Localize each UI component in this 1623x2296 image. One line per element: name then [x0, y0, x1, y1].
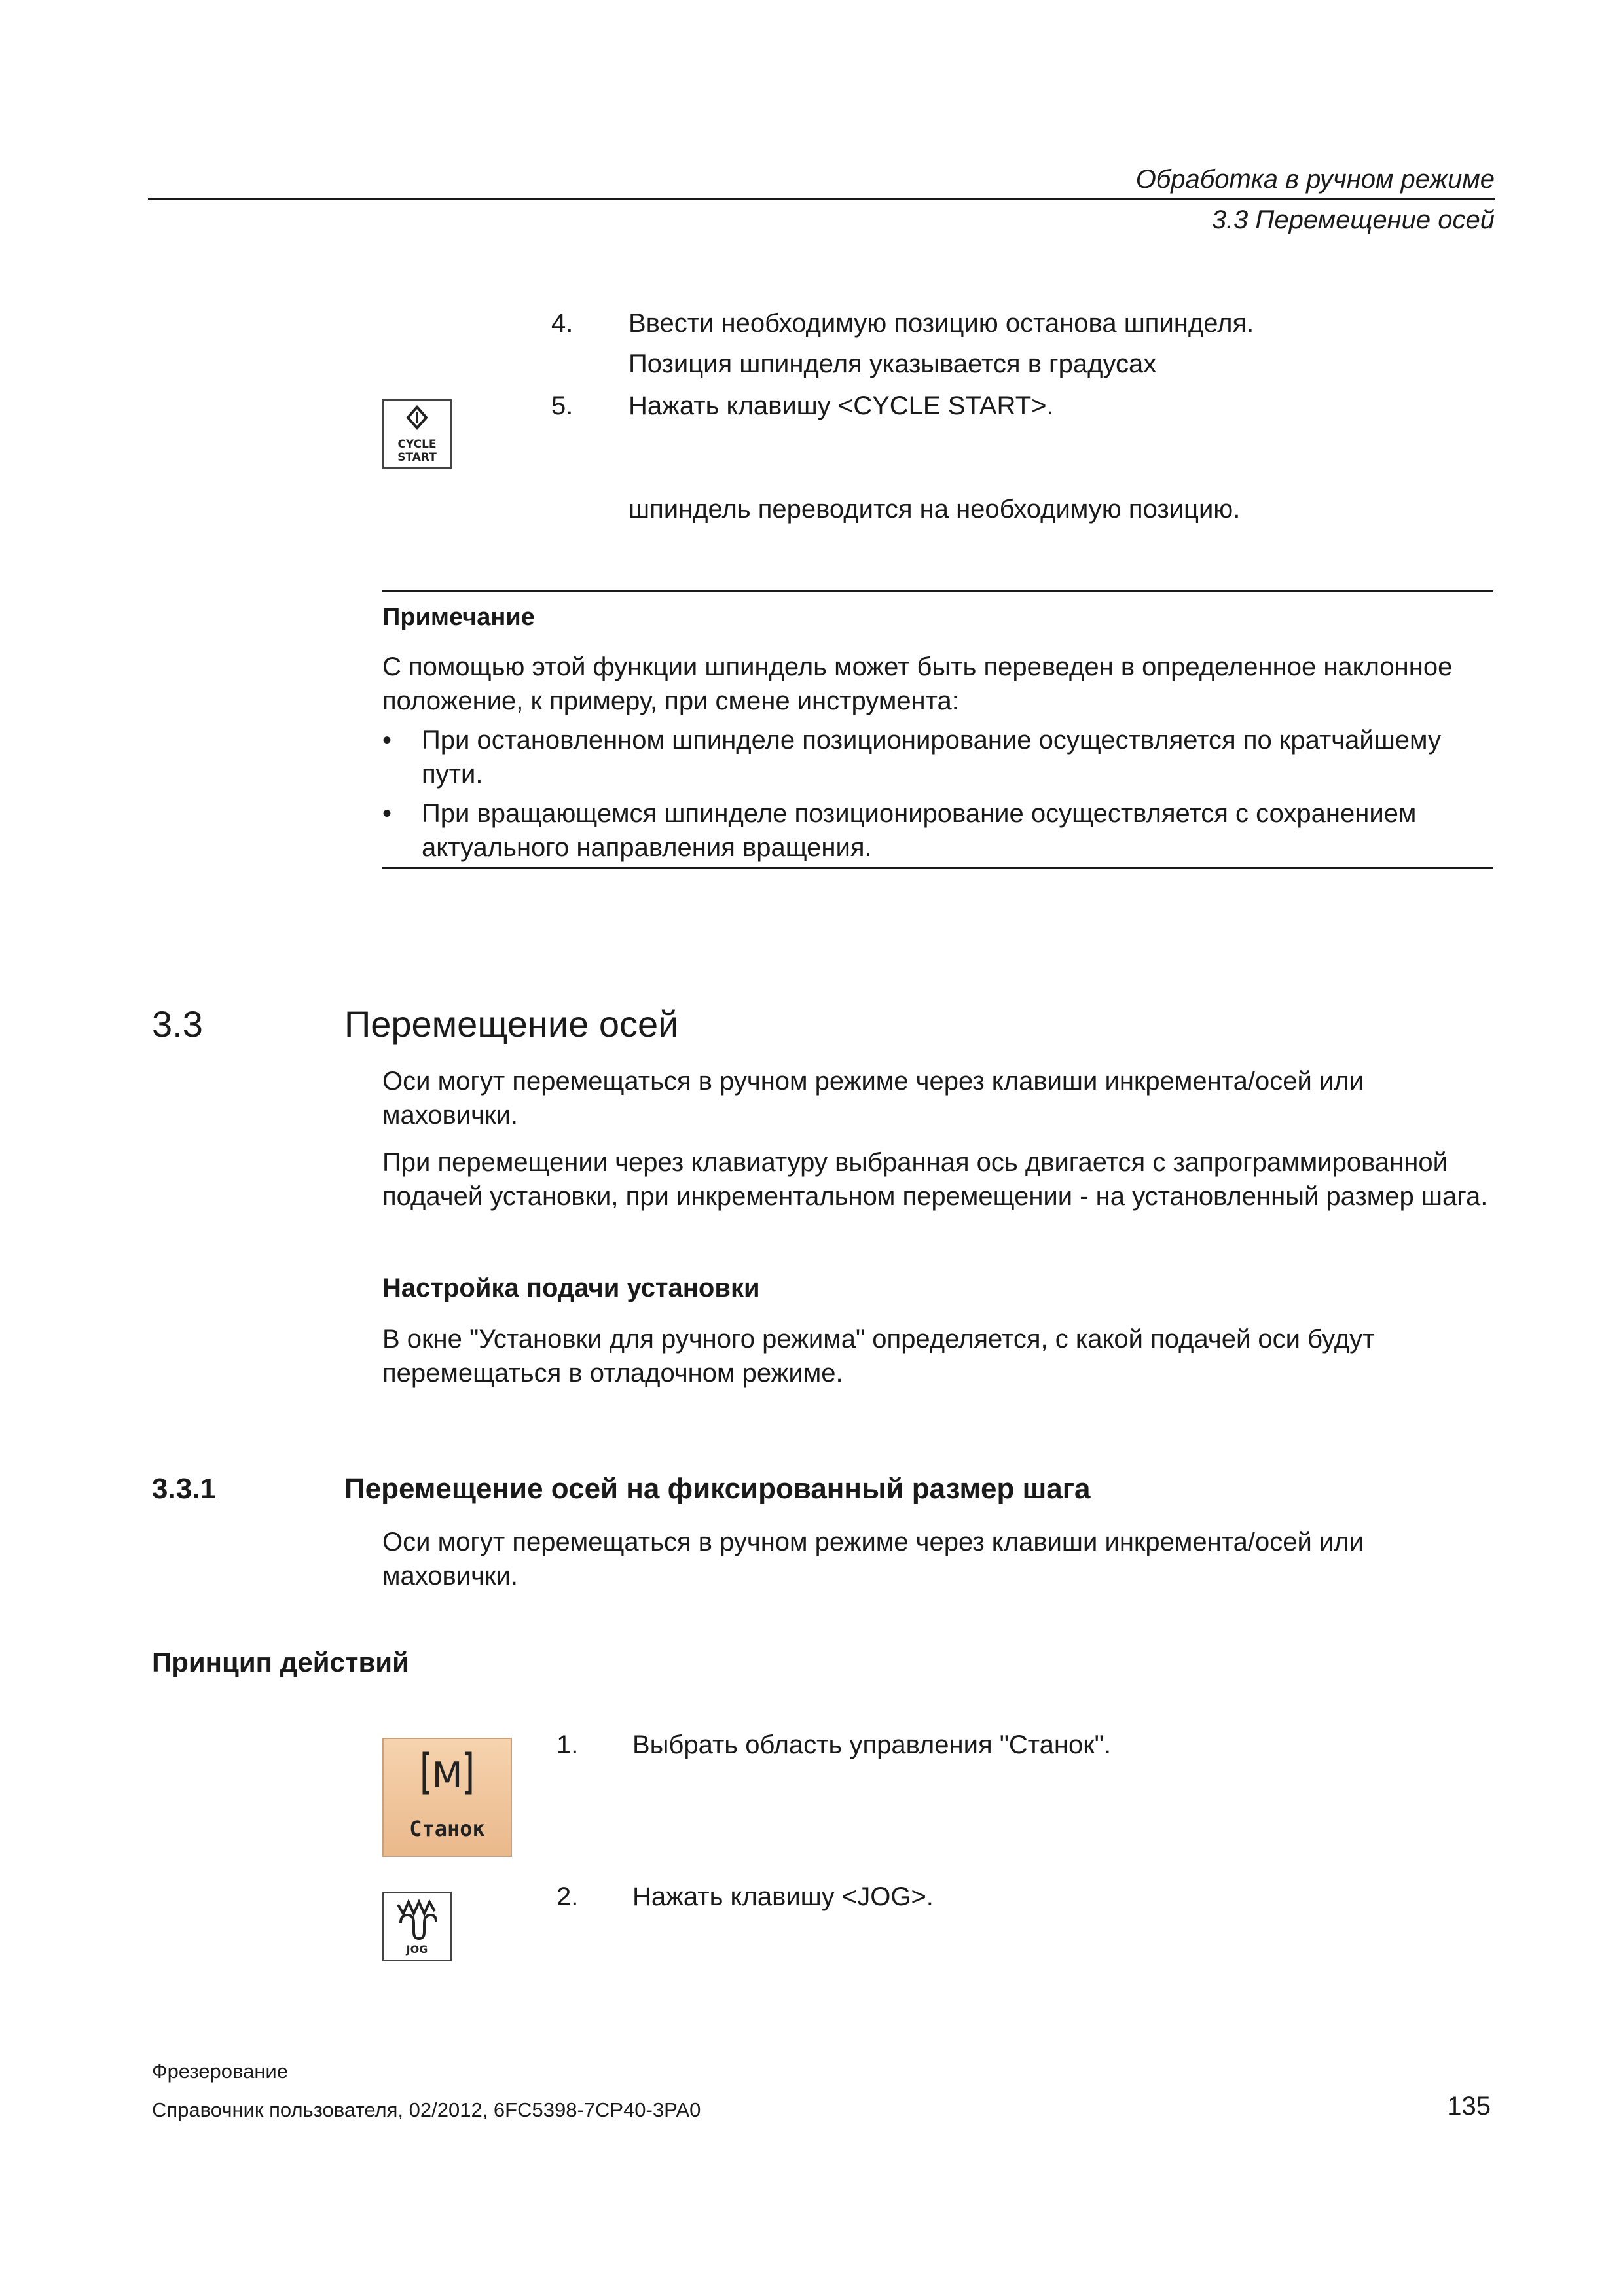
note-bullet: При остановленном шпинделе позиционирование осуществляется по кратчайшему пути. [422, 726, 1441, 789]
section-paragraph: Оси могут перемещаться в ручном режиме через клавиши инкремента/осей или маховички. [382, 1067, 1364, 1130]
machine-frame-icon [384, 1739, 511, 1811]
jog-wave-icon [384, 1893, 450, 1960]
cycle-start-glyph-icon [384, 401, 450, 467]
section-title: Перемещение осей [344, 1003, 679, 1045]
machine-key-label: Станок [409, 1816, 485, 1841]
cycle-start-key-icon [382, 399, 452, 469]
note-bullet: При вращающемся шпинделе позиционирование осуществляется с сохранением актуального направления вращения. [422, 799, 1417, 862]
footer-line: Фрезерование [152, 2060, 288, 2083]
page-number: 135 [1447, 2092, 1491, 2121]
subsection-title: Перемещение осей на фиксированный размер шага [344, 1473, 1091, 1505]
step-number: 5. [551, 391, 574, 420]
machine-area-key-icon [382, 1738, 512, 1857]
section-paragraph: Оси могут перемещаться в ручном режиме через клавиши инкремента/осей или маховички. [382, 1528, 1364, 1590]
note-text: С помощью этой функции шпиндель может быть переведен в определенное наклонное положение, к примеру, при смене инструмента: [382, 653, 1453, 715]
step-text: Выбрать область управления "Станок". [632, 1731, 1112, 1759]
bullet-icon: • [382, 726, 392, 755]
note-bottom-rule [382, 867, 1493, 869]
step-result: шпиндель переводится на необходимую позицию. [629, 495, 1241, 524]
section-paragraph: При перемещении через клавиатуру выбранная ось двигается с запрограммированной подачей установки, при инкрементальном перемещении - на установленный размер шага. [382, 1148, 1488, 1211]
jog-key-icon [382, 1892, 452, 1961]
step-text: Нажать клавишу <JOG>. [632, 1882, 934, 1911]
step-text: Ввести необходимую позицию останова шпинделя. [629, 309, 1254, 338]
bullet-icon: • [382, 799, 392, 828]
note-top-rule [382, 590, 1493, 592]
machine-glyph: M [431, 1755, 463, 1796]
jog-label: JOG [406, 1943, 428, 1956]
footer-line: Справочник пользователя, 02/2012, 6FC5398-7CP40-3PA0 [152, 2098, 701, 2121]
step-text: Нажать клавишу <CYCLE START>. [629, 391, 1054, 420]
section-number: 3.3 [152, 1003, 203, 1045]
cycle-start-line2: START [397, 451, 437, 464]
subheading: Настройка подачи установки [382, 1274, 760, 1302]
step-number: 2. [556, 1882, 579, 1911]
section-paragraph: В окне "Установки для ручного режима" определяется, с какой подачей оси будут перемещаться в отладочном режиме. [382, 1325, 1375, 1388]
step-subtext: Позиция шпинделя указывается в градусах [629, 350, 1157, 378]
cycle-start-line1: CYCLE [397, 438, 437, 451]
step-number: 1. [556, 1731, 579, 1759]
note-title: Примечание [382, 603, 535, 631]
principle-heading: Принцип действий [152, 1647, 409, 1677]
running-header-section: 3.3 Перемещение осей [1211, 206, 1495, 234]
header-rule [148, 198, 1495, 200]
subsection-number: 3.3.1 [152, 1473, 216, 1505]
step-number: 4. [551, 309, 574, 338]
running-header-chapter: Обработка в ручном режиме [1135, 165, 1495, 194]
